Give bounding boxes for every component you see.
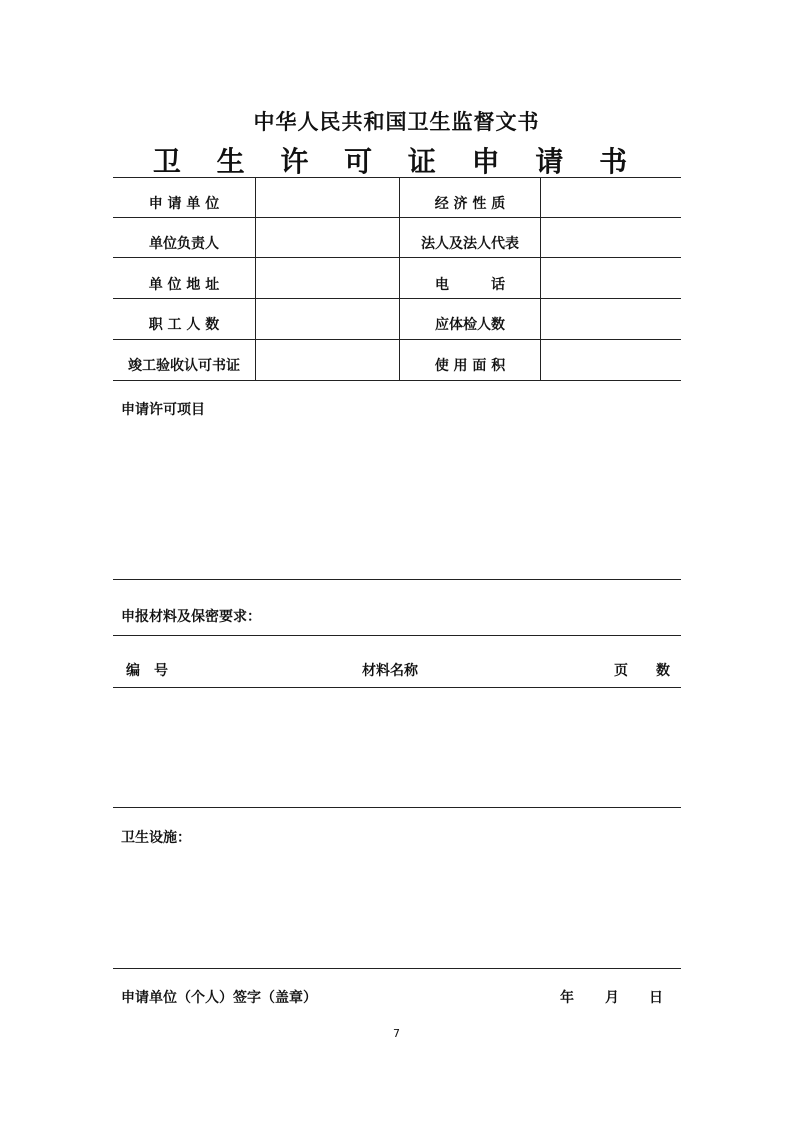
materials-label: 申报材料及保密要求： [121,609,261,625]
page-title: 卫 生 许 可 证 申 请 书 [152,145,641,178]
section-divider [113,687,681,688]
table-border-line [113,177,681,178]
section-divider [113,968,681,969]
date-year-label: 年 [560,990,574,1006]
legal-representative-field[interactable] [541,224,681,264]
section-divider [113,635,681,636]
facilities-field[interactable] [121,850,676,960]
applicant-unit-label: 申 请 单 位 [148,196,220,212]
materials-column-pages: 页 数 [614,663,670,679]
date-day-label: 日 [649,990,663,1006]
date-month-label: 月 [605,990,619,1006]
legal-representative-label: 法人及法人代表 [421,236,519,252]
license-items-field[interactable] [121,422,676,572]
unit-head-field[interactable] [256,224,399,264]
economic-nature-field[interactable] [541,184,681,224]
unit-address-label: 单 位 地 址 [148,277,220,293]
section-divider [113,807,681,808]
completion-certificate-label: 竣工验收认可书证 [128,358,240,374]
phone-label: 电 话 [435,277,505,293]
economic-nature-label: 经 济 性 质 [434,196,506,212]
exam-count-label: 应体检人数 [435,317,505,333]
page-number: 7 [393,1027,400,1040]
usable-area-field[interactable] [541,346,681,386]
employee-count-label: 职 工 人 数 [148,317,220,333]
usable-area-label: 使 用 面 积 [434,358,506,374]
document-header-title: 中华人民共和国卫生监督文书 [253,109,540,134]
signature-label: 申请单位（个人）签字（盖章） [121,990,317,1006]
employee-count-field[interactable] [256,305,399,345]
completion-certificate-field[interactable] [256,346,399,386]
facilities-label: 卫生设施： [121,830,191,846]
exam-count-field[interactable] [541,305,681,345]
materials-column-name: 材料名称 [362,663,418,679]
unit-head-label: 单位负责人 [149,236,219,252]
license-items-label: 申请许可项目 [121,402,205,418]
materials-column-number: 编 号 [126,663,168,679]
unit-address-field[interactable] [256,265,399,305]
applicant-unit-field[interactable] [256,184,399,224]
section-divider [113,579,681,580]
phone-field[interactable] [541,265,681,305]
